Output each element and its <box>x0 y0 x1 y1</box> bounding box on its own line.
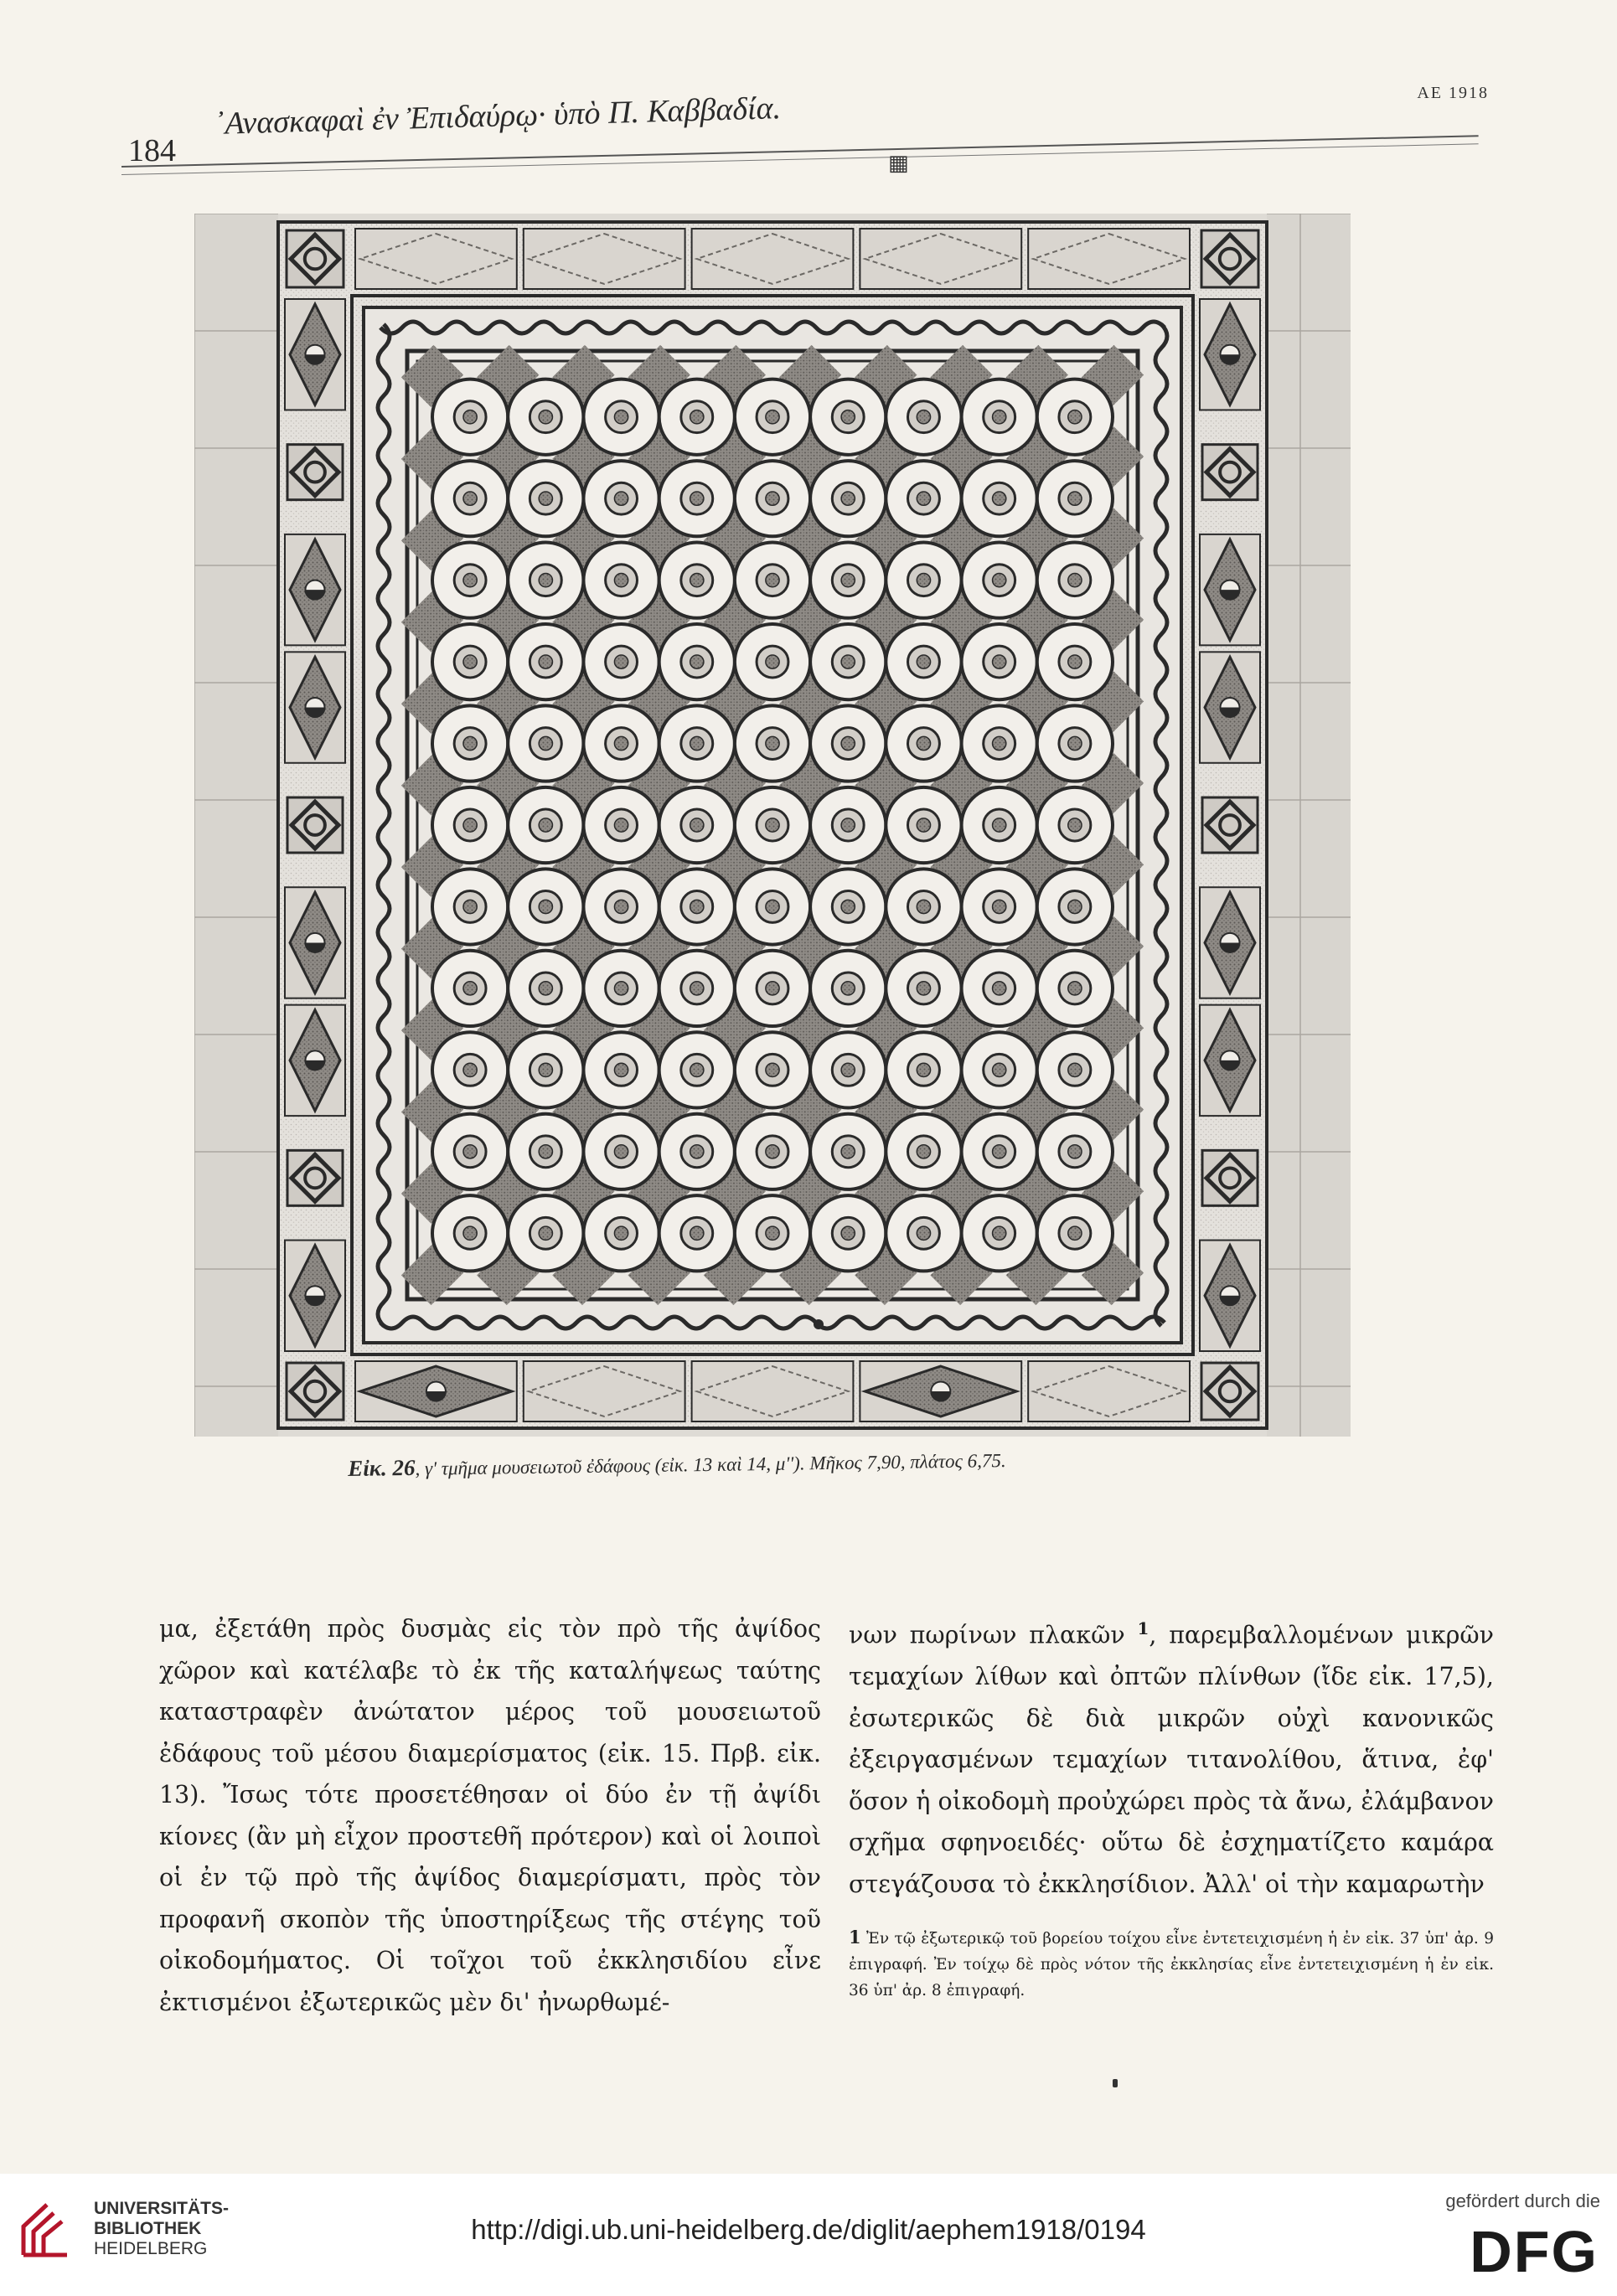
library-name-line3: HEIDELBERG <box>94 2239 208 2258</box>
circle-center <box>539 1226 552 1240</box>
circle-center <box>917 574 930 587</box>
circle-center <box>766 982 779 995</box>
running-title: ᾿Ανασκαφαὶ ἐν Ἐπιδαύρῳ· ὑπὸ Π. Καββαδία. <box>214 90 782 142</box>
circle-center <box>993 1226 1006 1240</box>
circle-center <box>766 736 779 750</box>
circle-center <box>690 492 704 505</box>
bottom-panel <box>1028 1361 1190 1421</box>
knot-panel <box>287 797 343 853</box>
knot-panel <box>1201 230 1258 287</box>
circle-center <box>766 655 779 668</box>
circle-center <box>463 1145 477 1158</box>
permalink-url[interactable]: http://digi.ub.uni-heidelberg.de/diglit/aephem1918/0194 <box>471 2214 1146 2245</box>
circle-center <box>993 410 1006 424</box>
circle-center <box>1068 1145 1082 1158</box>
circle-center <box>841 1226 855 1240</box>
circle-center <box>841 410 855 424</box>
circle-center <box>766 1226 779 1240</box>
circle-center <box>614 492 628 505</box>
footnote <box>849 1924 1494 2004</box>
circle-center <box>1068 900 1082 913</box>
circle-center <box>917 1063 930 1076</box>
text-column-right <box>849 1608 1494 1905</box>
top-panel <box>860 229 1021 289</box>
circle-center <box>917 818 930 832</box>
top-panel <box>692 229 854 289</box>
caption-label: Εἰκ. 26 <box>348 1454 416 1481</box>
knot-panel <box>287 230 344 287</box>
circle-center <box>841 1063 855 1076</box>
circle-center <box>539 1145 552 1158</box>
circle-center <box>1068 736 1082 750</box>
knot-panel <box>287 1363 344 1420</box>
bottom-panel <box>692 1361 854 1421</box>
circle-center <box>1068 410 1082 424</box>
circle-center <box>614 1145 628 1158</box>
circle-center <box>690 574 704 587</box>
knot-panel <box>287 1150 343 1205</box>
circle-center <box>766 492 779 505</box>
circle-center <box>993 574 1006 587</box>
circle-center <box>993 1063 1006 1076</box>
footnote-reference[interactable]: 1 <box>1137 1618 1149 1638</box>
printer-mark-icon: ▦ <box>888 151 909 176</box>
figure-caption <box>348 1442 1353 1482</box>
circle-center <box>993 900 1006 913</box>
circle-center <box>463 900 477 913</box>
footnote-number: 1 <box>849 1927 861 1948</box>
circle-center <box>993 982 1006 995</box>
circle-center <box>690 1226 704 1240</box>
circle-center <box>539 736 552 750</box>
circle-center <box>841 818 855 832</box>
circle-center <box>539 818 552 832</box>
wave-band-dot <box>814 1319 824 1329</box>
circle-center <box>1068 1226 1082 1240</box>
circle-center <box>463 410 477 424</box>
circle-center <box>539 492 552 505</box>
circle-center <box>766 1063 779 1076</box>
top-panel <box>1028 229 1190 289</box>
circle-center <box>1068 818 1082 832</box>
circle-center <box>614 818 628 832</box>
circle-center <box>917 655 930 668</box>
header-rule <box>121 135 1479 168</box>
circle-center <box>690 818 704 832</box>
circle-center <box>993 655 1006 668</box>
running-head <box>121 84 1489 168</box>
circle-center <box>463 1063 477 1076</box>
page-number: 184 <box>128 133 176 168</box>
circle-center <box>614 1226 628 1240</box>
knot-panel <box>1201 1363 1258 1420</box>
circle-center <box>539 410 552 424</box>
knot-panel <box>1202 445 1258 500</box>
circle-center <box>766 818 779 832</box>
circle-center <box>614 1063 628 1076</box>
circle-center <box>993 1145 1006 1158</box>
circle-center <box>917 900 930 913</box>
knot-panel <box>1202 1150 1258 1205</box>
circle-center <box>463 492 477 505</box>
circle-center <box>917 736 930 750</box>
digitization-footer <box>0 2174 1617 2296</box>
circle-center <box>463 574 477 587</box>
circle-center <box>463 982 477 995</box>
header-rule-thin <box>121 143 1479 175</box>
circle-center <box>993 736 1006 750</box>
circle-center <box>690 1145 704 1158</box>
top-panel <box>524 229 685 289</box>
circle-center <box>690 900 704 913</box>
circle-center <box>690 410 704 424</box>
circle-center <box>539 655 552 668</box>
circle-center <box>1068 574 1082 587</box>
circle-center <box>614 574 628 587</box>
circle-center <box>1068 982 1082 995</box>
print-speck <box>1113 2079 1118 2087</box>
circle-center <box>841 900 855 913</box>
circle-center <box>463 655 477 668</box>
circle-center <box>766 410 779 424</box>
circle-center <box>614 410 628 424</box>
knot-panel <box>287 445 343 500</box>
stone-slabs-right <box>1267 214 1351 1437</box>
dfg-logo-icon[interactable]: DFG <box>1470 2219 1599 2284</box>
stone-slabs-left <box>194 214 278 1437</box>
circle-center <box>1068 1063 1082 1076</box>
circle-center <box>841 736 855 750</box>
circle-center <box>841 574 855 587</box>
circle-center <box>539 900 552 913</box>
top-panel <box>355 229 517 289</box>
circle-center <box>690 736 704 750</box>
circle-center <box>614 736 628 750</box>
circle-center <box>539 982 552 995</box>
circle-center <box>463 736 477 750</box>
text-column-left <box>159 1608 821 2023</box>
circle-center <box>690 655 704 668</box>
circle-center <box>917 982 930 995</box>
paragraph-right-rest: , παρεμβαλλομένων μικρῶν τεμαχίων λίθων καὶ ὀπτῶν πλίνθων (ἴδε εἰκ. 17,5), ἐσωτερικῶς δὲ διὰ μικρῶν οὐχὶ κανονικῶς ἐξειργασμένων τεμαχίων τιτανολίθου, ἅτινα, ἐφ' ὅσον ἡ οἰκοδομὴ προὐχώρει πρὸς τὰ ἄνω, ἐλάμβανον σχῆμα σφηνοειδές· οὕτω δὲ ἐσχηματίζετο καμάρα στεγάζουσα τὸ ἐκκλησίδιον. Ἀλλ' οἱ τὴν καμαρωτὴν <box>849 1621 1495 1898</box>
mosaic-floor-drawing <box>194 214 1351 1437</box>
circle-center <box>993 492 1006 505</box>
circle-center <box>917 410 930 424</box>
circle-center <box>463 818 477 832</box>
circle-center <box>1068 655 1082 668</box>
circle-center <box>614 900 628 913</box>
circle-center <box>766 574 779 587</box>
circle-center <box>917 1145 930 1158</box>
circle-center <box>841 1145 855 1158</box>
bottom-panel <box>524 1361 685 1421</box>
mosaic-figure <box>194 214 1351 1437</box>
circle-center <box>614 655 628 668</box>
circle-center <box>917 492 930 505</box>
circle-center <box>766 900 779 913</box>
footnote-text: Ἐν τῷ ἐξωτερικῷ τοῦ βορείου τοίχου εἶνε ἐντετειχισμένη ἡ ἐν εἰκ. 37 ὑπ' ἀρ. 9 ἐπιγραφή. Ἐν τοίχῳ δὲ πρὸς νότον τῆς ἐκκλησίας εἶνε ἐντετειχισμένη ἡ ἐν εἰκ. 36 ὑπ' ἀρ. 8 ἐπιγραφή. <box>849 1930 1494 1999</box>
circle-center <box>690 1063 704 1076</box>
circle-center <box>766 1145 779 1158</box>
circle-center <box>614 982 628 995</box>
caption-text: , γ' τμῆμα μουσειωτοῦ ἐδάφους (εἰκ. 13 καὶ 14, μ''). Μῆκος 7,90, πλάτος 6,75. <box>415 1450 1006 1479</box>
library-name-line1: UNIVERSITÄTS- <box>94 2199 230 2218</box>
circle-center <box>841 982 855 995</box>
circle-center <box>463 1226 477 1240</box>
paragraph-right-start: νων πωρίνων πλακῶν <box>849 1621 1125 1649</box>
circle-center <box>993 818 1006 832</box>
circle-center <box>917 1226 930 1240</box>
circle-center <box>1068 492 1082 505</box>
library-name-line2: BIBLIOTHEK <box>94 2219 202 2238</box>
paragraph-left: μα, ἐξετάθη πρὸς δυσμὰς εἰς τὸν πρὸ τῆς ἀψίδος χῶρον καὶ κατέλαβε τὸ ἐκ τῆς καταλήψεως ταύτης καταστραφὲν ἀνώτατον μέρος τοῦ μουσειωτοῦ ἐδάφους τοῦ μέσου διαμερίσματος (εἰκ. 15. Πρβ. εἰκ. 13). Ἴσως τότε προσετέθησαν οἱ δύο ἐν τῇ ἀψίδι κίονες (ἂν μὴ εἶχον προστεθῆ πρότερον) καὶ οἱ λοιποὶ οἱ ἐν τῷ πρὸ τῆς ἀψίδος διαμερίσματι, πρὸς τὸν προφανῆ σκοπὸν τῆς ὑποστηρίξεως τῆς στέγης τοῦ οἰκοδομήματος. Οἱ τοῖχοι τοῦ ἐκκλησιδίου εἶνε ἐκτισμένοι ἐξωτερικῶς μὲν δι' ἠνωρθωμέ- <box>159 1615 821 2016</box>
circle-center <box>841 492 855 505</box>
circle-center <box>539 574 552 587</box>
circle-center <box>539 1063 552 1076</box>
paragraph-right <box>849 1608 1494 1905</box>
circle-center <box>841 655 855 668</box>
funding-note: gefördert durch die <box>1445 2190 1600 2211</box>
knot-panel <box>1202 797 1258 853</box>
journal-tag: ΑΕ 1918 <box>1417 84 1489 102</box>
circle-center <box>690 982 704 995</box>
